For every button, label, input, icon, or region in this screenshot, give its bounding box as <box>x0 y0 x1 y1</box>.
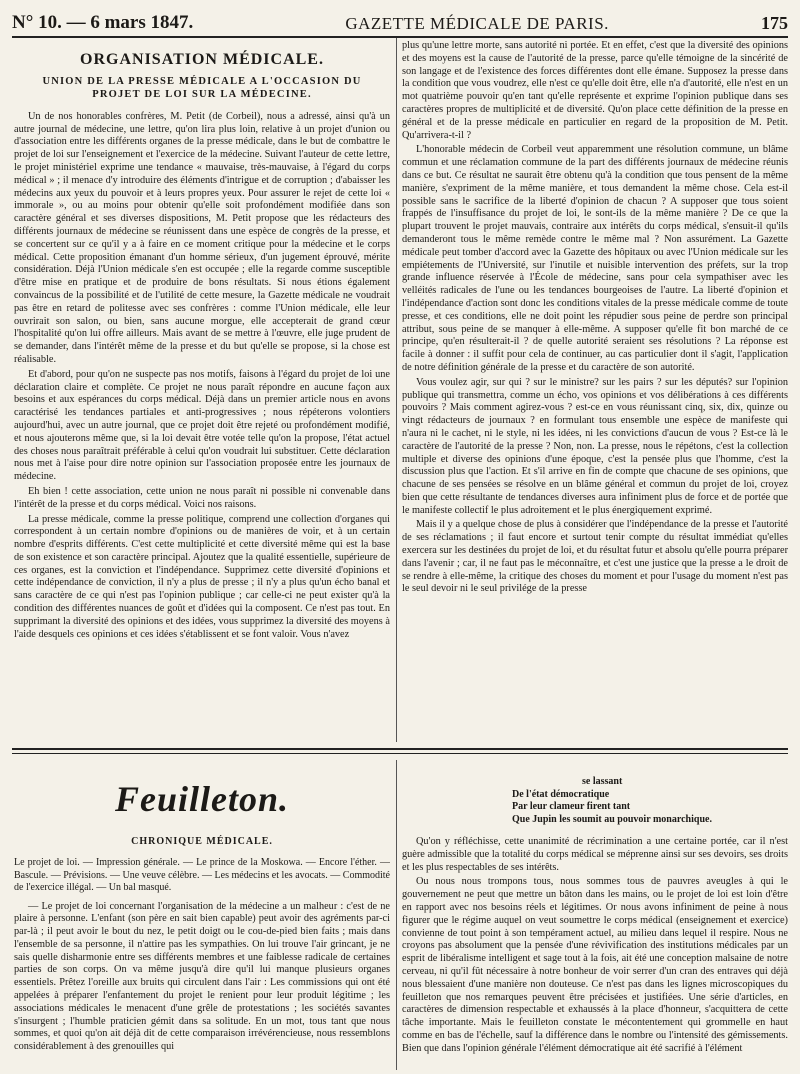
feuilleton-paragraph: Qu'on y réfléchisse, cette unanimité de récrimination a une certaine portée, car il n'est guère admissible que la totalité du corps médical se méprenne ainsi sur ses devoirs, ses droits et les plus respectables de ses intérêts. <box>402 836 788 873</box>
article-paragraph: Un de nos honorables confrères, M. Petit (de Corbeil), nous a adressé, ainsi qu'à un autre journal de médecine, une lettre, qu'on lira plus loin, relative à un projet d'union ou d'association entre les différents organes de la presse médicale, dans le but de combattre le projet de loi sur l'enseignement et l'exercice de la médecine. Suivant l'auteur de cette lettre, le projet ministériel exprime une tendance « mauvaise, très-mauvaise, à l'égard du corps médical » ; il menace d'y introduire des éléments d'intrigue et de corruption ; d'abaisser les médecins aux yeux du pouvoir et à leurs propres yeux. Pour assurer le rejet de cette loi « immorale », ou au moins pour obtenir qu'elle soit profondément modifiée dans son caractère général et ses diverses dispositions, M. Petit propose que les rédacteurs des différents journaux de médecine se réunissent dans une espèce de congrès de la presse, et se concertent sur ce qu'il y a à faire en ce moment critique pour la médecine et le corps médical. Cette proposition émanant d'un homme sérieux, d'un jugement éprouvé, mérite considération. Déjà l'Union médicale s'en est occupée ; elle la regarde comme susceptible d'être mise en pratique et de produire de bons résultats. Si nous étions également convaincus de la possibilité et de l'utilité de cette mesure, la Gazette médicale ne voudrait pas être en retard de politesse avec ses confrères : comme l'Union médicale, elle leur ouvrirait son salon, ou bien, sans aucune morgue, elle accepterait de grand cœur l'hospitalité qu'on lui offre ailleurs. Mais avant de se mettre à l'œuvre, elle juge prudent de se demander, dans l'intérêt même de la presse et du but qu'elle se propose, si la chose est réalisable. <box>14 110 390 365</box>
article-paragraph: Mais il y a quelque chose de plus à considérer que l'indépendance de la presse et l'autorité de ses réclamations ; il faut encore et surtout tenir compte du résultat immédiat qu'elles exercera sur les destinées du projet de loi, et du résultat futur et absolu qu'elle pourra préparer dans l'avenir ; car, il ne faut pas le méconnaître, et c'est une justice que la presse a le droit de se rendre à elle-même, la critique des choses du moment et pour l'usage du moment n'est pas le seul devoir ni le seul privilége de la presse <box>402 519 788 595</box>
newspaper-title: GAZETTE MÉDICALE DE PARIS. <box>345 14 609 33</box>
article-column-left <box>14 44 390 744</box>
article-column-right <box>402 40 788 744</box>
feuilleton-separator <box>12 748 788 754</box>
issue-number: N° 10. — 6 mars 1847. <box>12 12 194 33</box>
column-divider <box>396 760 397 1070</box>
article-title: ORGANISATION MÉDICALE. <box>80 51 324 68</box>
poem-line: se lassant <box>582 776 623 787</box>
poem-line: Par leur clameur firent tant <box>512 801 631 812</box>
feuilleton-column-left <box>14 760 390 1070</box>
feuilleton-paragraph: Ou nous nous trompons tous, nous sommes tous de pauvres aveugles à qui le gouvernement ne peut que mettre un bâton dans les mains, ou le projet de loi est loin d'être en rapport avec nos besoins réels et légitimes. Or nous avons infiniment de peine à nous figurer que le régime auquel on veut soumettre le corps médical (enseignement et exercice) convienne de tout point à son tempérament actuel, au milieu dans lequel il respire. Nous ne croyons pas absolument que la pensée d'une révivification des institutions médicales par un esprit de libéralisme intelligent et sage tout à la fois, ait été une conception malsaine de notre cerveau, ni qu'il fût nécessaire à notre bonheur de voir serrer d'un cran des entraves qui déjà nous blessaient d'une manière non douteuse. Ce n'est pas dans les lignes microscopiques du feuilleton que nos remarques peuvent être précisées et justifiées. Une série d'articles, en caractères de dimension respectable et exhaussés à la place d'honneur, s'acquittera de cette tâche importante. Mais le feuilleton constate le mécontentement qui grommelle en haut comme en bas de l'échelle, sauf la différence dans le nombre ou l'intensité des gémissements. Bien que dans l'opinion générale l'élément démocratique ait été sacrifié à l'élément <box>402 876 788 1054</box>
chronique-title: CHRONIQUE MÉDICALE. <box>131 836 273 847</box>
article-subtitle: UNION DE LA PRESSE MÉDICALE A L'OCCASION DU PROJET DE LOI SUR LA MÉDECINE. <box>42 75 362 100</box>
poem-line: Que Jupin les soumit au pouvoir monarchique. <box>512 813 712 825</box>
column-divider <box>396 38 397 742</box>
masthead <box>12 4 788 38</box>
feuilleton-column-right <box>402 760 788 1070</box>
article-paragraph: Vous voulez agir, sur qui ? sur le ministre? sur les pairs ? sur les députés? sur l'opinion publique qui transmettra, comme un écho, vos opinions et vos délibérations à ces différents pouvoirs ? Mais comment agirez-vous ? est-ce en vous réunissant cinq, six, dix, quinze ou vingt rédacteurs de journaux ? en formulant tous ensemble une espèce de manifeste qui n'aura ni le cachet, ni le style, ni les idées, ni les convictions d'aucun de vous ? Est-ce là le caractère de l'autorité de la presse ? Non, non. La presse, nous le répétons, c'est la collection multiple et diverse des opinions d'une époque, c'est la pensée plus que l'homme, c'est la discussion plus que l'action. Et s'il arrive en fin de compte que chacune de ses opinions, que chacune de ses pensées se résolve en un blâme général et commun du projet de loi, croyez bien que cette résultante de tendances diverses aura infiniment plus de force et de portée que le manifeste collectif le plus adroitement et le plus énergiquement exprimé. <box>402 376 788 516</box>
article-paragraph: Eh bien ! cette association, cette union ne nous paraît ni possible ni convenable dans l'intérêt de la presse et du corps médical. Voici nos raisons. <box>14 485 390 510</box>
article-paragraph: Et d'abord, pour qu'on ne suspecte pas nos motifs, faisons à l'égard du projet de loi une déclaration claire et complète. Ce projet ne nous paraît répondre en aucune façon aux besoins et aux espérances du corps médical. Déjà dans un premier article nous en avons caractérisé les tendances partiales et anti-progressives ; nous répéterons volontiers aujourd'hui, avec un autre journal, que ce projet doit être rejeté ou profondément modifié, et nous ajouterons même que, si la loi devait être votée telle qu'on la propose, l'état actuel des choses nous paraîtrait préférable à celui qu'on voudrait lui substituer. Cette déclaration nous met à l'aise pour dire notre opinion sur l'association proposée entre les journaux de médecine. <box>14 368 390 483</box>
feuilleton-paragraph: — Le projet de loi concernant l'organisation de la médecine a un malheur : c'est de ne plaire à personne. L'enfant (son père en sait bien capable) peut avoir des agréments par-ci par-là ; il peut avoir le bout du nez, le petit doigt ou le cou-de-pied bien faits ; mais dans l'ensemble de sa personne, il n'attire pas les sympathies. On lui trouve l'air grincant, je ne sais quelle disharmonie entre ses différents membres et une faiblesse radicale de certaines parties de son corps. On va même jusqu'à dire qu'il lui manque plusieurs organes essentiels. Prêtez l'oreille aux bruits qui circulent dans l'air : Les commissions qui ont été appelées à préparer l'enfantement du projet le renient pour leur produit légitime ; les associations médicales le menacent d'une grêle de protestations ; les sociétés savantes s'insurgent ; l'humble praticien gémit dans sa solitude. En un mot, tous tant que nous sommes, et quoi qu'on ait déjà dit de cette comparaison irrévérencieuse, nous ressemblons considérablement à des grenouilles qui <box>14 900 390 1053</box>
feuilleton-title: Feuilleton. <box>114 779 290 819</box>
poem-quote <box>512 776 788 826</box>
page-number: 175 <box>760 13 788 33</box>
article-paragraph: La presse médicale, comme la presse politique, comprend une collection d'organes qui correspondent à un certain nombre d'opinions ou de manières de voir, et à un certain nombre d'esprits différents. C'est cette multiplicité et cette diversité même qui est la base de son existence et son caractère principal. Ajoutez que la qualité essentielle, supérieure de ces organes, est la conviction et l'indépendance. Supprimez cette diversité d'opinions et cette indépendance de conviction, il n'y a plus de presse ; il n'y a plus qu'un écho banal et sans caractère de ce qui n'est pas l'opinion publique ; car celle-ci ne peut exister qu'à la condition des différentes nuances de goût et d'idées qui la composent. Ce n'est pas tout. En supprimant la diversité des opinions et des idées, vous supprimez la diversité des moyens à l'aide desquels ces opinions et ces idées s'établissent et se font valoir. Vous n'avez <box>14 513 390 640</box>
poem-line: De l'état démocratique <box>512 788 610 800</box>
chronique-summary: Le projet de loi. — Impression générale. — Le prince de la Moskowa. — Encore l'éther. — Bascule. — Prévisions. — Une veuve célèbre. — Les médecins et les avocats. — Commodité de l'exercice illégal. — Un bal masqué. <box>14 857 390 893</box>
article-paragraph: plus qu'une lettre morte, sans autorité ni portée. Et en effet, c'est que la diversité des opinions et des moyens est la cause de l'autorité de la presse, parce qu'elle témoigne de la sincérité de son langage et de l'existence des forces différentes dont elle émane. Supposez la presse dans la condition que vous voudrez, elle n'est ce qu'elle doit être, elle n'a d'autorité, elle n'est en un mot quatrième pouvoir qu'en tant qu'elle représente et exprime l'opinion publique dans ses caractères propres de multiplicité et de diversité. Qu'on place cette définition de la presse en général et de la presse médicale en particulier en regard de la proposition de M. Petit. Qu'arrivera-t-il ? <box>402 40 788 141</box>
article-paragraph: L'honorable médecin de Corbeil veut apparemment une résolution commune, un blâme commun et une réclamation commune de la part des différents journaux de médecine réunis dans ce but. Ce résultat ne saurait être obtenu qu'à la condition que tous pensent de la même manière, s'expriment de la même manière, et tous demandent la même chose. Cela est-il possible sans le sacrifice de la liberté d'opinion de chacun ? A supposer que tous soient frappés de l'insuffisance du projet de loi, le sont-ils de la même manière ? De ce que la plupart trouvent le projet mauvais, contraire aux intérêts du corps médical, s'ensuit-il qu'ils demanderont tous le même remède contre le même mal ? Non assurément. La Gazette médicale peut tomber d'accord avec la Gazette des hôpitaux ou avec l'Union médicale sur les empiétements de l'Université, sur l'inutile et nuisible intervention des préfets, sur la trop grande influence réservée à l'École de médecine, sans pour cela sympathiser avec les velléités radicales de l'une ou les tendances bourgeoises de l'autre. La liberté d'opinion et l'indépendance d'action sont donc les conditions vitales de la presse médicale comme de toute presse, et ces conditions, elle ne doit point les répudier sous peine de perdre son principal attribut, sous peine de se manquer à elle-même. A supposer qu'elle fit bon marché de ce principe, qu'en résulterait-il ? de quelle autorité seraient ses résolutions ? La réponse est facile à donner : il suffit pour cela de continuer, au cas particulier dont il s'agit, l'application de notre définition générale de la presse et du caractère de son autorité. <box>402 144 788 373</box>
